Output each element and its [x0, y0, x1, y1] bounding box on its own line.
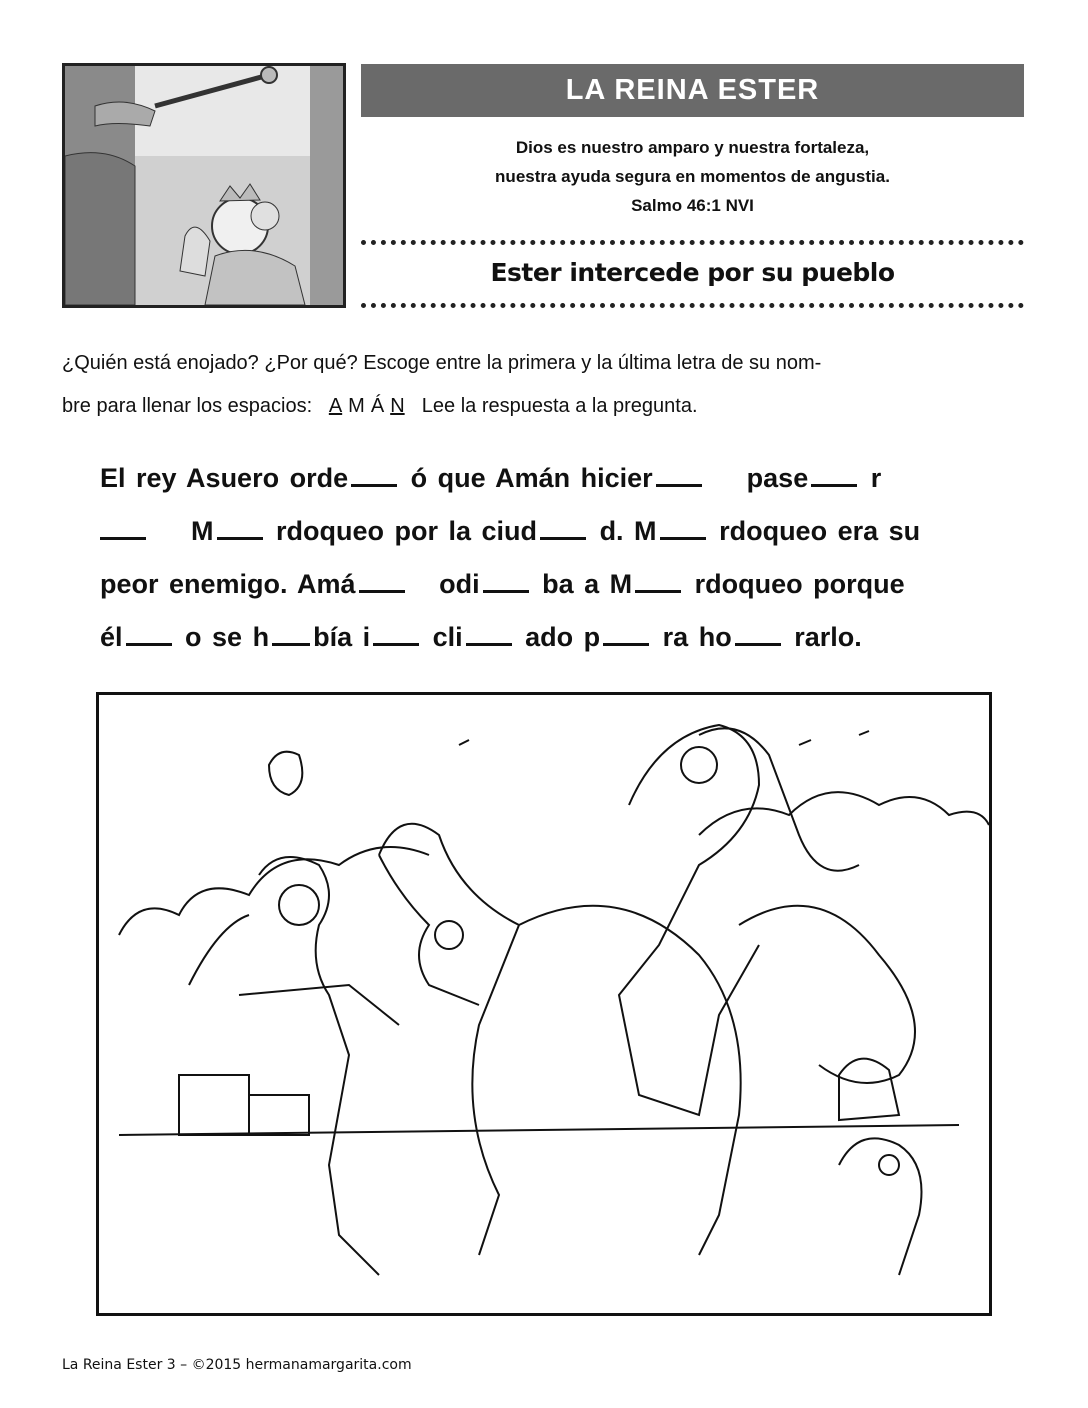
- letter-first: A: [328, 395, 343, 417]
- instructions-line-2: bre para llenar los espacios: A M Á N Lee la respuesta a la pregunta.: [62, 395, 698, 417]
- page-title: LA REINA ESTER: [361, 64, 1024, 117]
- answer-blank[interactable]: [126, 623, 172, 646]
- answer-blank[interactable]: [540, 517, 586, 540]
- queen-esther-thumbnail: [62, 63, 346, 308]
- letter: Á: [370, 395, 385, 417]
- letter: M: [348, 395, 365, 417]
- instructions-line-1: ¿Quién está enojado? ¿Por qué? Escoge entre la primera y la última letra de su nom-: [62, 352, 822, 374]
- lesson-subtitle: Ester intercede por su pueblo: [490, 258, 895, 287]
- dotted-divider: [361, 240, 1024, 245]
- answer-blank[interactable]: [272, 623, 310, 646]
- bible-verse: [361, 133, 1024, 220]
- answer-blank[interactable]: [466, 623, 512, 646]
- answer-blank[interactable]: [373, 623, 419, 646]
- queen-esther-illustration: [65, 66, 343, 305]
- answer-blank[interactable]: [217, 517, 263, 540]
- instructions: [62, 342, 1022, 428]
- answer-blank[interactable]: [635, 570, 681, 593]
- answer-blank[interactable]: [656, 464, 702, 487]
- answer-blank[interactable]: [735, 623, 781, 646]
- verse-line: nuestra ayuda segura en momentos de angustia.: [495, 167, 890, 186]
- answer-blank[interactable]: [483, 570, 529, 593]
- answer-blank[interactable]: [351, 464, 397, 487]
- puzzle-line: M rdoqueo por la ciud d. M rdoqueo era su: [100, 505, 1000, 558]
- puzzle-line: El rey Asuero orde ó que Amán hicier pase r: [100, 463, 882, 493]
- answer-blank[interactable]: [100, 517, 146, 540]
- answer-blank[interactable]: [603, 623, 649, 646]
- verse-line: Dios es nuestro amparo y nuestra fortaleza,: [515, 138, 870, 157]
- page-footer: La Reina Ester 3 – ©2015 hermanamargarita.com: [62, 1357, 412, 1373]
- coloring-scene: [96, 692, 992, 1316]
- puzzle-line: peor enemigo. Amá odi ba a M rdoqueo porque: [100, 569, 905, 599]
- answer-blank[interactable]: [359, 570, 405, 593]
- mordecai-horse-illustration: [99, 695, 989, 1313]
- letter-last: N: [390, 395, 405, 417]
- answer-blank[interactable]: [811, 464, 857, 487]
- verse-reference: Salmo 46:1 NVI: [631, 196, 754, 215]
- puzzle-line: él o se h bía i cli ado p ra ho rarlo.: [100, 622, 862, 652]
- name-letters: [318, 395, 417, 417]
- dotted-divider: [361, 303, 1024, 308]
- answer-blank[interactable]: [660, 517, 706, 540]
- fill-in-puzzle: [100, 452, 1000, 664]
